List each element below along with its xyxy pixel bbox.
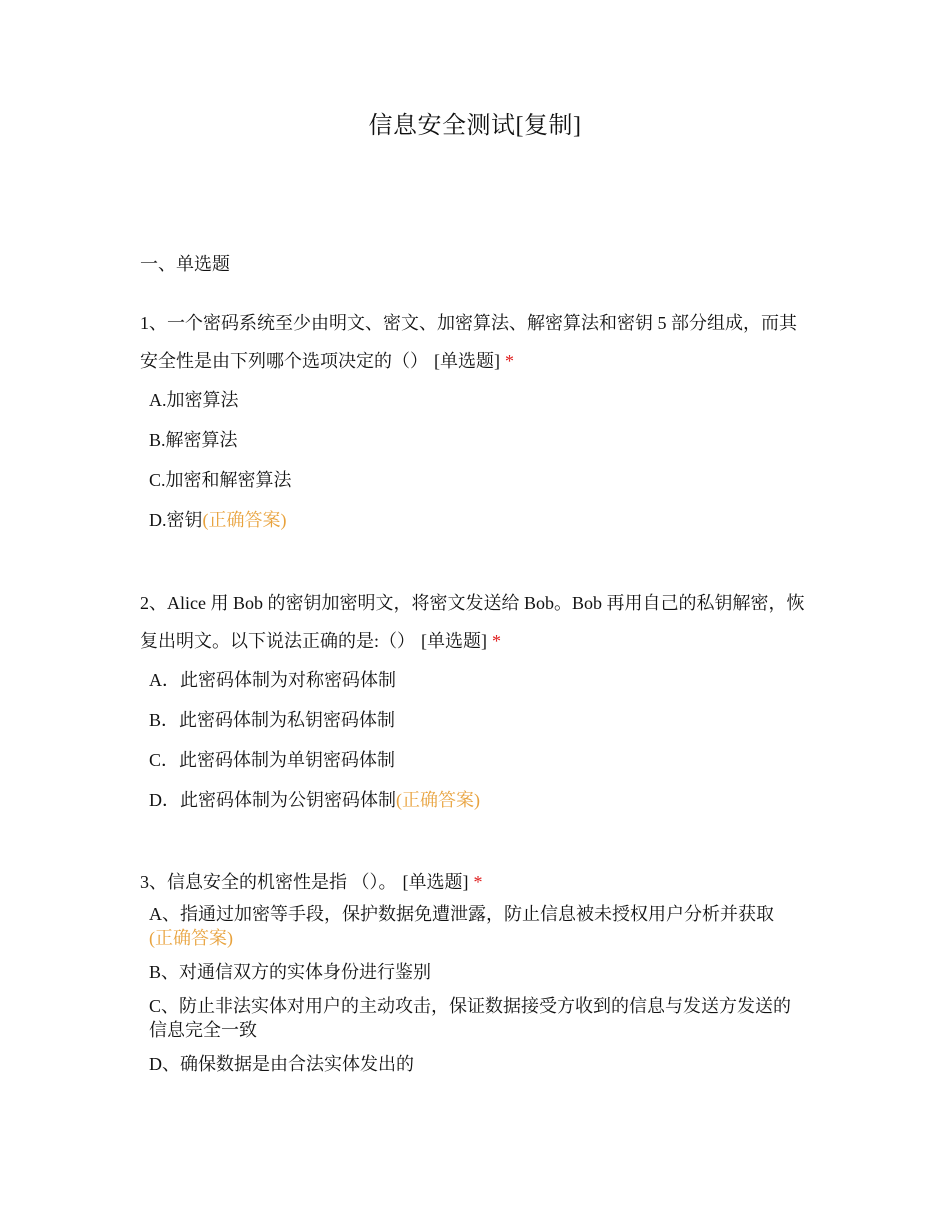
option-text: B.解密算法 bbox=[149, 430, 238, 450]
question-text: 2、Alice 用 Bob 的密钥加密明文，将密文发送给 Bob。Bob 再用自己的私钥解密，恢复出明文。以下说法正确的是:（） bbox=[140, 593, 805, 651]
required-mark: * bbox=[505, 351, 514, 371]
question-2 bbox=[140, 584, 805, 828]
question-type-label: [单选题] bbox=[421, 631, 487, 651]
question-stem bbox=[140, 304, 805, 380]
option-c bbox=[149, 748, 799, 772]
page-title: 信息安全测试[复制] bbox=[368, 113, 582, 139]
option-b bbox=[149, 428, 799, 452]
option-c bbox=[149, 468, 799, 492]
option-text: B．此密码体制为私钥密码体制 bbox=[149, 710, 396, 730]
option-text: D、确保数据是由合法实体发出的 bbox=[149, 1054, 414, 1074]
option-text: A、指通过加密等手段，保护数据免遭泄露，防止信息被未授权用户分析并获取 bbox=[149, 904, 774, 924]
question-type-label: [单选题] bbox=[402, 872, 469, 892]
option-text: D．此密码体制为公钥密码体制 bbox=[149, 790, 396, 810]
option-text: C、防止非法实体对用户的主动攻击，保证数据接受方收到的信息与发送方发送的信息完全一致 bbox=[149, 996, 792, 1040]
required-mark: * bbox=[473, 872, 483, 892]
question-stem bbox=[140, 584, 805, 660]
option-c bbox=[149, 994, 799, 1042]
question-stem bbox=[140, 863, 805, 901]
option-b bbox=[149, 708, 799, 732]
option-d bbox=[149, 1052, 799, 1076]
option-text: C．此密码体制为单钥密码体制 bbox=[149, 750, 396, 770]
question-text: 1、一个密码系统至少由明文、密文、加密算法、解密算法和密钥 5 部分组成，而其安全性是由下列哪个选项决定的（） bbox=[140, 313, 797, 371]
option-text: A．此密码体制为对称密码体制 bbox=[149, 670, 396, 690]
option-d bbox=[149, 788, 799, 812]
option-b bbox=[149, 960, 799, 984]
option-a bbox=[149, 388, 799, 412]
section-heading: 一、单选题 bbox=[140, 254, 230, 274]
option-a bbox=[149, 902, 799, 950]
option-text: A.加密算法 bbox=[149, 390, 239, 410]
correct-answer-tag: (正确答案) bbox=[396, 790, 480, 810]
correct-answer-tag: (正确答案) bbox=[149, 928, 233, 948]
option-text: C.加密和解密算法 bbox=[149, 470, 292, 490]
required-mark: * bbox=[492, 631, 501, 651]
question-3 bbox=[140, 863, 805, 1086]
correct-answer-tag: (正确答案) bbox=[202, 510, 287, 530]
option-text: B、对通信双方的实体身份进行鉴别 bbox=[149, 962, 432, 982]
question-text: 3、信息安全的机密性是指 （）。 bbox=[140, 872, 397, 892]
option-text: D.密钥 bbox=[149, 510, 203, 530]
option-a bbox=[149, 668, 799, 692]
question-type-label: [单选题] bbox=[434, 351, 500, 371]
option-d bbox=[149, 508, 799, 532]
question-1 bbox=[140, 304, 805, 548]
